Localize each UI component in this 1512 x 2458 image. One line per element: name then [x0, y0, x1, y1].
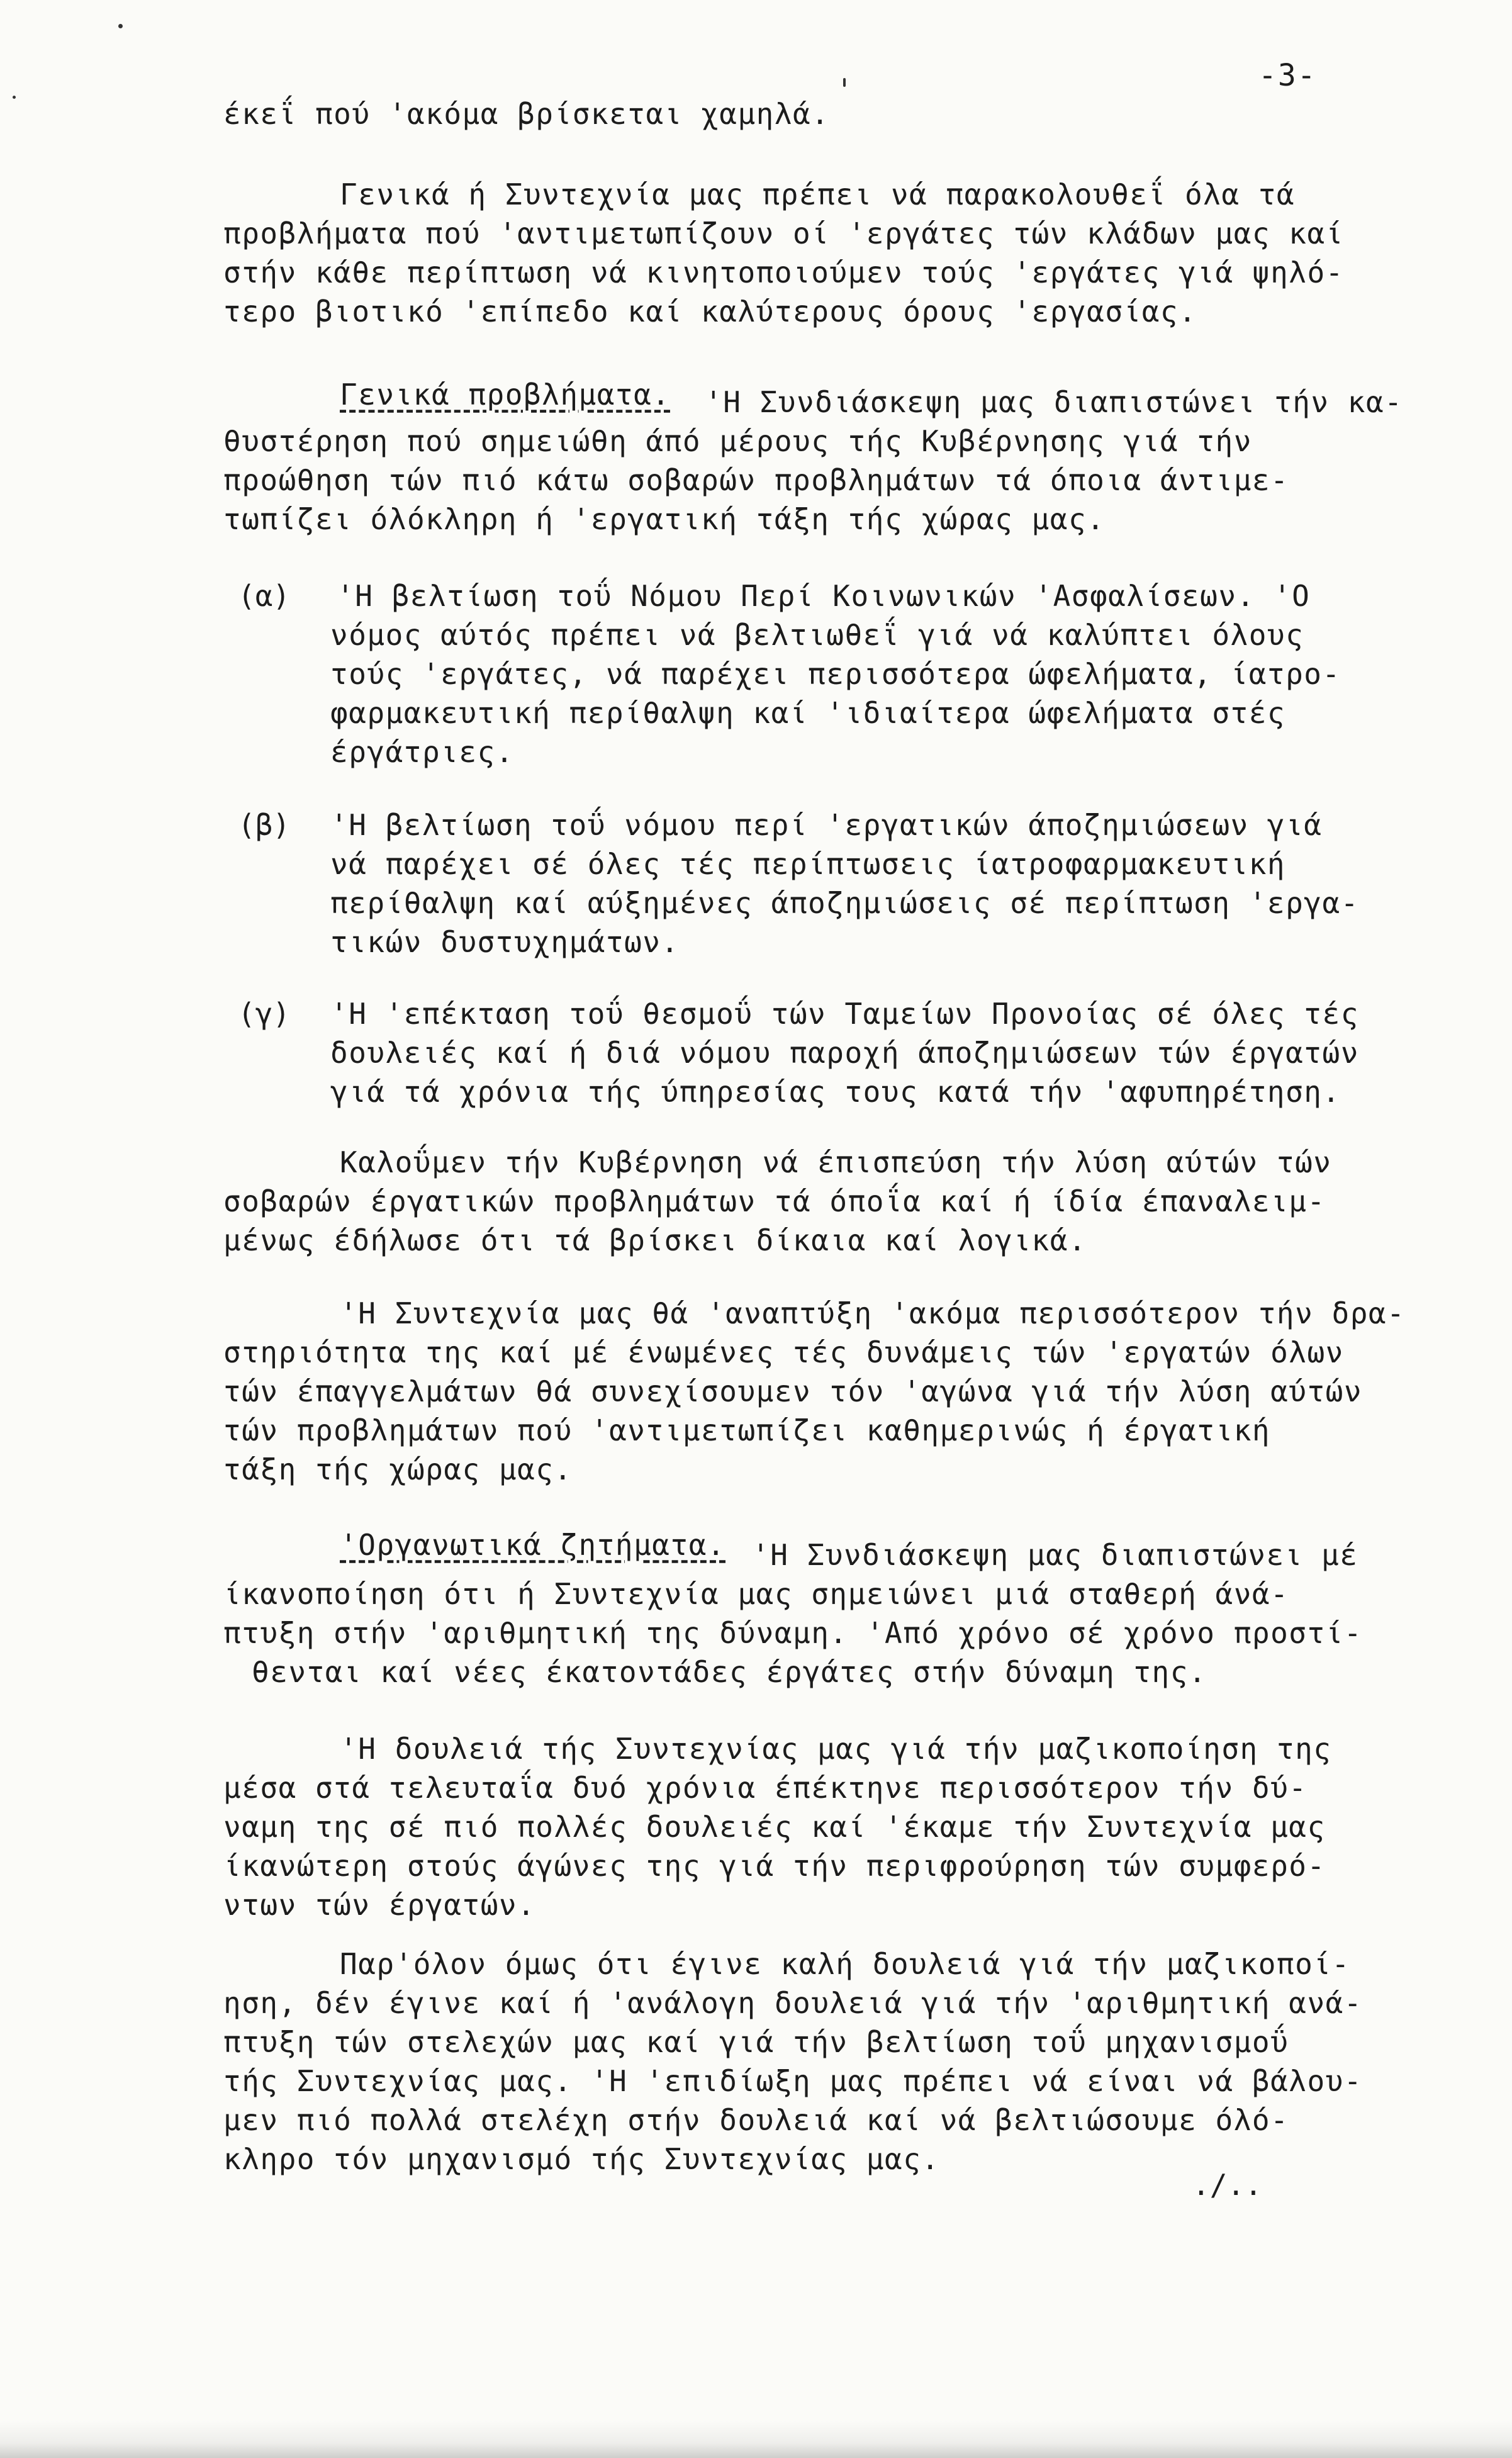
text-line: τών έπαγγελμάτων θά συνεχίσουμεν τόν 'αγώνα γιά τήν λύση αύτών — [223, 1374, 1363, 1408]
text-line: έργάτριες. — [330, 735, 514, 769]
text-line: πτυξη τών στελεχών μας καί γιά τήν βελτίωση τοΰ μηχανισμοΰ — [223, 2025, 1289, 2059]
text-line: μεν πιό πολλά στελέχη στήν δουλειά καί νά βελτιώσουμε όλό- — [223, 2103, 1289, 2137]
text-line: στήν κάθε περίπτωση νά κινητοποιούμεν τούς 'εργάτες γιά ψηλό- — [223, 255, 1344, 289]
text-line: τικών δυστυχημάτων. — [330, 925, 680, 959]
text-line: 'Η βελτίωση τοΰ νόμου περί 'εργατικών άποζημιώσεων γιά — [330, 808, 1323, 842]
text-line: 'Η Συνδιάσκεψη μας διαπιστώνει τήν κα- — [705, 385, 1403, 419]
page-number: -3- — [1258, 58, 1317, 93]
text-line: έκεΐ πού 'ακόμα βρίσκεται χαμηλά. — [223, 97, 830, 131]
item-label: (α) — [238, 579, 291, 613]
scan-speck — [118, 24, 123, 28]
text-line: δουλειές καί ή διά νόμου παροχή άποζημιώσεων τών έργατών — [330, 1036, 1359, 1070]
text-line: γιά τά χρόνια τής ύπηρεσίας τους κατά τήν 'αφυπηρέτηση. — [330, 1075, 1341, 1109]
text-line: σοβαρών έργατικών προβλημάτων τά όποΐα καί ή ίδία έπαναλειμ- — [223, 1184, 1326, 1218]
text-line: τάξη τής χώρας μας. — [223, 1452, 573, 1486]
text-line: ίκανώτερη στούς άγώνες της γιά τήν περιφρούρηση τών συμφερό- — [223, 1849, 1326, 1883]
scan-speck — [843, 78, 846, 87]
scan-speck — [13, 96, 16, 99]
text-line: Γενικά ή Συντεχνία μας πρέπει νά παρακολουθεΐ όλα τά — [340, 177, 1296, 211]
text-line: φαρμακευτική περίθαλψη καί 'ιδιαίτερα ώφελήματα στές — [330, 696, 1286, 730]
text-line: θενται καί νέες έκατοντάδες έργάτες στήν δύναμη της. — [252, 1655, 1207, 1689]
text-line: στηριότητα της καί μέ ένωμένες τές δυνάμεις τών 'εργατών όλων — [223, 1335, 1344, 1369]
item-label: (β) — [238, 808, 291, 842]
text-line: κληρο τόν μηχανισμό τής Συντεχνίας μας. — [223, 2142, 940, 2176]
text-line: νόμος αύτός πρέπει νά βελτιωθεΐ γιά νά καλύπτει όλους — [330, 618, 1304, 652]
text-line: προώθηση τών πιό κάτω σοβαρών προβλημάτων τά όποια άντιμε- — [223, 463, 1289, 497]
text-line: τωπίζει όλόκληρη ή 'εργατική τάξη τής χώρας μας. — [223, 502, 1106, 536]
section-heading: 'Οργανωτικά ζητήματα. — [340, 1528, 726, 1562]
text-line: Καλοΰμεν τήν Κυβέρνηση νά έπισπεύση τήν λύση αύτών τών — [340, 1145, 1332, 1179]
text-line: τής Συντεχνίας μας. 'Η 'επιδίωξη μας πρέπει νά είναι νά βάλου- — [223, 2064, 1363, 2098]
section-heading: Γενικά προβλήματα. — [340, 378, 671, 412]
text-line: 'Η 'επέκταση τοΰ θεσμοΰ τών Ταμείων Προνοίας σέ όλες τές — [330, 997, 1359, 1031]
text-line: 'Η βελτίωση τοΰ Νόμου Περί Κοινωνικών 'Ασφαλίσεων. 'Ο — [337, 579, 1311, 613]
text-line: θυστέρηση πού σημειώθη άπό μέρους τής Κυβέρνησης γιά τήν — [223, 424, 1252, 458]
text-line: ντων τών έργατών. — [223, 1888, 536, 1922]
text-line: ηση, δέν έγινε καί ή 'ανάλογη δουλειά γιά τήν 'αριθμητική ανά- — [223, 1986, 1363, 2020]
continuation-mark: ./.. — [1192, 2168, 1262, 2202]
text-line: τερο βιοτικό 'επίπεδο καί καλύτερους όρους 'εργασίας. — [223, 295, 1197, 328]
text-line: μένως έδήλωσε ότι τά βρίσκει δίκαια καί λογικά. — [223, 1223, 1087, 1257]
text-line: περίθαλψη καί αύξημένες άποζημιώσεις σέ περίπτωση 'εργα- — [330, 886, 1359, 920]
text-line: πτυξη στήν 'αριθμητική της δύναμη. 'Από χρόνο σέ χρόνο προστί- — [223, 1616, 1363, 1650]
text-line: 'Η δουλειά τής Συντεχνίας μας γιά τήν μαζικοποίηση της — [340, 1732, 1332, 1766]
text-line: ίκανοποίηση ότι ή Συντεχνία μας σημειώνει μιά σταθερή άνά- — [223, 1577, 1289, 1611]
text-line: ναμη της σέ πιό πολλές δουλειές καί 'έκαμε τήν Συντεχνία μας — [223, 1810, 1326, 1844]
text-line: νά παρέχει σέ όλες τές περίπτωσεις ίατροφαρμακευτική — [330, 847, 1286, 881]
text-line: τούς 'εργάτες, νά παρέχει περισσότερα ώφελήματα, ίατρο- — [330, 657, 1341, 691]
item-label: (γ) — [238, 997, 291, 1031]
scan-edge-shadow — [0, 2420, 1512, 2458]
text-line: 'Η Συντεχνία μας θά 'αναπτύξη 'ακόμα περισσότερον τήν δρα- — [340, 1296, 1406, 1330]
text-line: προβλήματα πού 'αντιμετωπίζουν οί 'εργάτες τών κλάδων μας καί — [223, 216, 1344, 250]
text-line: τών προβλημάτων πού 'αντιμετωπίζει καθημερινώς ή έργατική — [223, 1413, 1271, 1447]
text-line: 'Η Συνδιάσκεψη μας διαπιστώνει μέ — [752, 1538, 1358, 1572]
text-line: Παρ'όλον όμως ότι έγινε καλή δουλειά γιά τήν μαζικοποί- — [340, 1947, 1350, 1981]
text-line: μέσα στά τελευταΐα δυό χρόνια έπέκτηνε περισσότερον τήν δύ- — [223, 1771, 1308, 1805]
